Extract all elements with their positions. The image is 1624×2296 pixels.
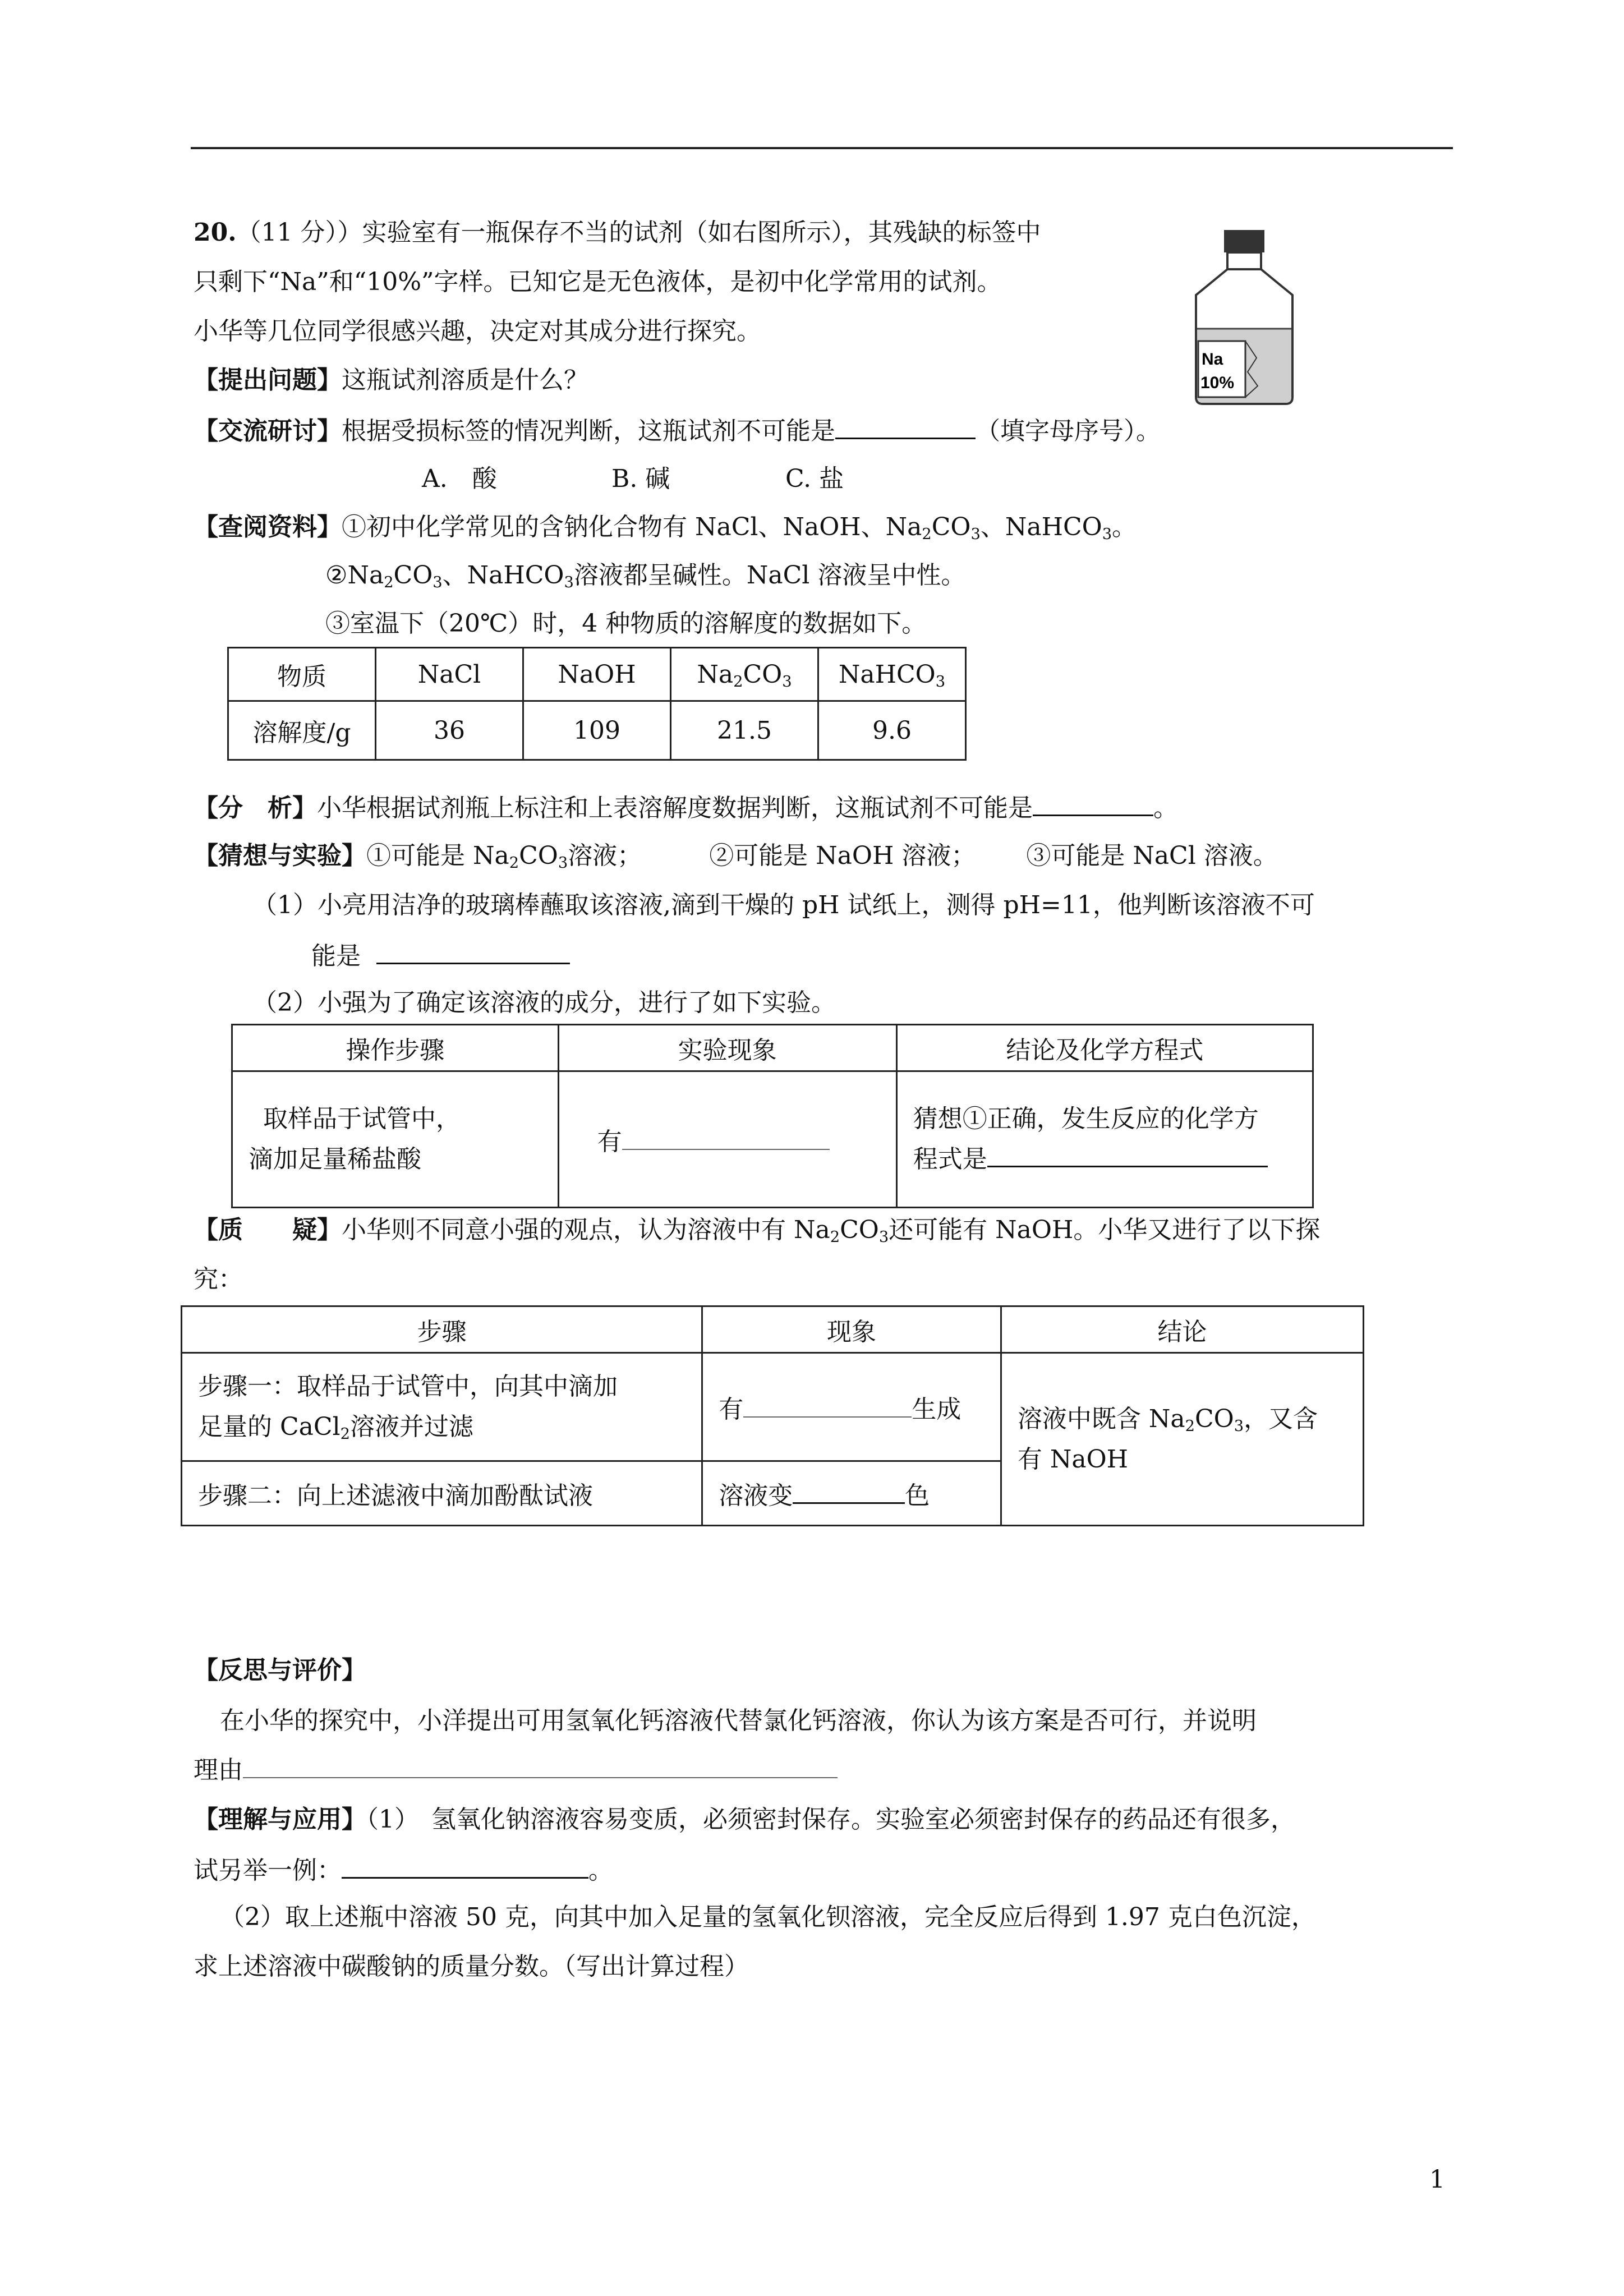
- question-intro-line3: 小华等几位同学很感兴趣，决定对其成分进行探究。: [194, 317, 761, 346]
- bottle-label-percent: 10%: [1200, 374, 1235, 392]
- answer-blank-example[interactable]: [342, 1853, 588, 1879]
- table-row: [232, 1025, 1313, 1071]
- table-cell: 21.5: [671, 701, 818, 760]
- reference-item2: $②Na_2CO_3$、NaHCO$_3$溶液都呈碱性。NaCl 溶液呈中性。: [325, 561, 966, 591]
- reflection-heading: 【反思与评价】: [194, 1656, 366, 1685]
- bottle-label-na: Na: [1202, 350, 1223, 369]
- page-number: 1: [1429, 2165, 1445, 2194]
- analysis: 【分 析】小华根据试剂瓶上标注和上表溶解度数据判断，这瓶试剂不可能是 。: [194, 791, 1178, 824]
- reference-item1: 【查阅资料】①初中化学常见的含钠化合物有 NaCl、NaOH、$Na_2CO_3$、NaHCO$_3$。: [194, 513, 1137, 543]
- table-cell: 取样品于试管中， 滴加足量稀盐酸: [232, 1071, 559, 1208]
- doubt-line2: 究：: [194, 1265, 243, 1294]
- answer-blank-ph[interactable]: [376, 939, 570, 964]
- reagent-bottle-image: [1189, 229, 1299, 406]
- experiment2-intro: （2）小强为了确定该溶液的成分，进行了如下实验。: [252, 988, 836, 1017]
- question-intro-line1: 20.（11 分））实验室有一瓶保存不当的试剂（如右图所示），其残缺的标签中: [194, 218, 1041, 247]
- table-cell: 溶液变 色: [702, 1461, 1001, 1526]
- table-cell: NaHCO$_3$: [818, 648, 966, 701]
- table-cell: 步骤一：取样品于试管中，向其中滴加 足量的 CaCl$_2$溶液并过滤: [182, 1353, 702, 1461]
- discussion-option-c: C. 盐: [785, 464, 844, 493]
- table-cell: $Na_2CO_3$: [671, 648, 818, 701]
- table-cell: 9.6: [818, 701, 966, 760]
- table-cell: 溶解度/g: [228, 701, 376, 760]
- discussion-option-a: A. 酸: [422, 464, 497, 493]
- answer-blank-equation[interactable]: [987, 1142, 1268, 1167]
- table-row: [232, 1071, 1313, 1208]
- reference-item3: ③室温下（20℃）时，4 种物质的溶解度的数据如下。: [325, 609, 927, 638]
- verification-table: [181, 1305, 1364, 1526]
- application-item2-line2: 求上述溶液中碳酸钠的质量分数。（写出计算过程）: [194, 1952, 749, 1981]
- solubility-table: [227, 647, 967, 761]
- table-header: 结论: [1001, 1306, 1363, 1353]
- table-cell: NaCl: [376, 648, 523, 701]
- table-cell: 猜想①正确，发生反应的化学方 程式是: [896, 1071, 1313, 1208]
- hypotheses: 【猜想与实验】①可能是 $Na_2CO_3$溶液； ②可能是 NaOH 溶液； ③可能是 NaCl 溶液。: [194, 841, 1278, 872]
- table-header: 步骤: [182, 1306, 702, 1353]
- application-item2-line1: （2）取上述瓶中溶液 50 克，向其中加入足量的氢氧化钡溶液，完全反应后得到 1.97 克白色沉淀，: [220, 1903, 1316, 1931]
- table-cell: NaOH: [523, 648, 671, 701]
- table-row: [182, 1353, 1364, 1461]
- table-cell: 步骤二：向上述滤液中滴加酚酞试液: [182, 1461, 702, 1526]
- application-item1-line1: 【理解与应用】（1） 氢氧化钠溶液容易变质，必须密封保存。实验室必须密封保存的药品还有很多，: [194, 1805, 1295, 1834]
- answer-blank-reason[interactable]: [243, 1755, 838, 1778]
- discussion: 【交流研讨】根据受损标签的情况判断，这瓶试剂不可能是 （填字母序号）。: [194, 414, 1161, 447]
- answer-blank-analysis[interactable]: [1033, 791, 1153, 816]
- application-item1-line2: 试另举一例： 。: [194, 1853, 613, 1887]
- experiment1-line1: （1）小亮用洁净的玻璃棒蘸取该溶液,滴到干燥的 pH 试纸上，测得 pH=11，他判断该溶液不可: [252, 891, 1315, 919]
- table-cell: 109: [523, 701, 671, 760]
- reflection-line2: 理由: [194, 1755, 838, 1786]
- question-intro-line2: 只剩下“Na”和“10%”字样。已知它是无色液体，是初中化学常用的试剂。: [194, 268, 1002, 296]
- table-cell: 物质: [228, 648, 376, 701]
- table-cell: 36: [376, 701, 523, 760]
- header-rule: [191, 147, 1453, 149]
- raise-question: 【提出问题】这瓶试剂溶质是什么？: [194, 366, 588, 394]
- table-row: [228, 648, 966, 701]
- experiment-table: [231, 1024, 1314, 1208]
- answer-blank-color[interactable]: [793, 1479, 905, 1504]
- table-cell: 有 生成: [702, 1353, 1001, 1461]
- answer-blank-phenomenon[interactable]: [622, 1126, 830, 1150]
- table-cell: 有: [558, 1071, 896, 1208]
- table-cell: 溶液中既含 $Na_2CO_3$，又含 有 NaOH: [1001, 1353, 1363, 1526]
- reflection-line1: 在小华的探究中，小洋提出可用氢氧化钙溶液代替氯化钙溶液，你认为该方案是否可行，并说明: [220, 1706, 1257, 1735]
- question-number: 20.: [194, 218, 237, 247]
- discussion-option-b: B. 碱: [611, 464, 670, 493]
- answer-blank-precipitate[interactable]: [743, 1394, 912, 1418]
- table-row: [182, 1306, 1364, 1353]
- table-header: 结论及化学方程式: [896, 1025, 1313, 1071]
- bottle-stopper: [1224, 230, 1264, 252]
- answer-blank-discussion[interactable]: [835, 414, 976, 439]
- table-row: [228, 701, 966, 760]
- experiment1-line2: 能是: [311, 939, 570, 972]
- doubt-line1: 【质 疑】小华则不同意小强的观点，认为溶液中有 $Na_2CO_3$还可能有 NaOH。小华又进行了以下探: [194, 1216, 1321, 1246]
- table-header: 现象: [702, 1306, 1001, 1353]
- table-header: 实验现象: [558, 1025, 896, 1071]
- table-header: 操作步骤: [232, 1025, 559, 1071]
